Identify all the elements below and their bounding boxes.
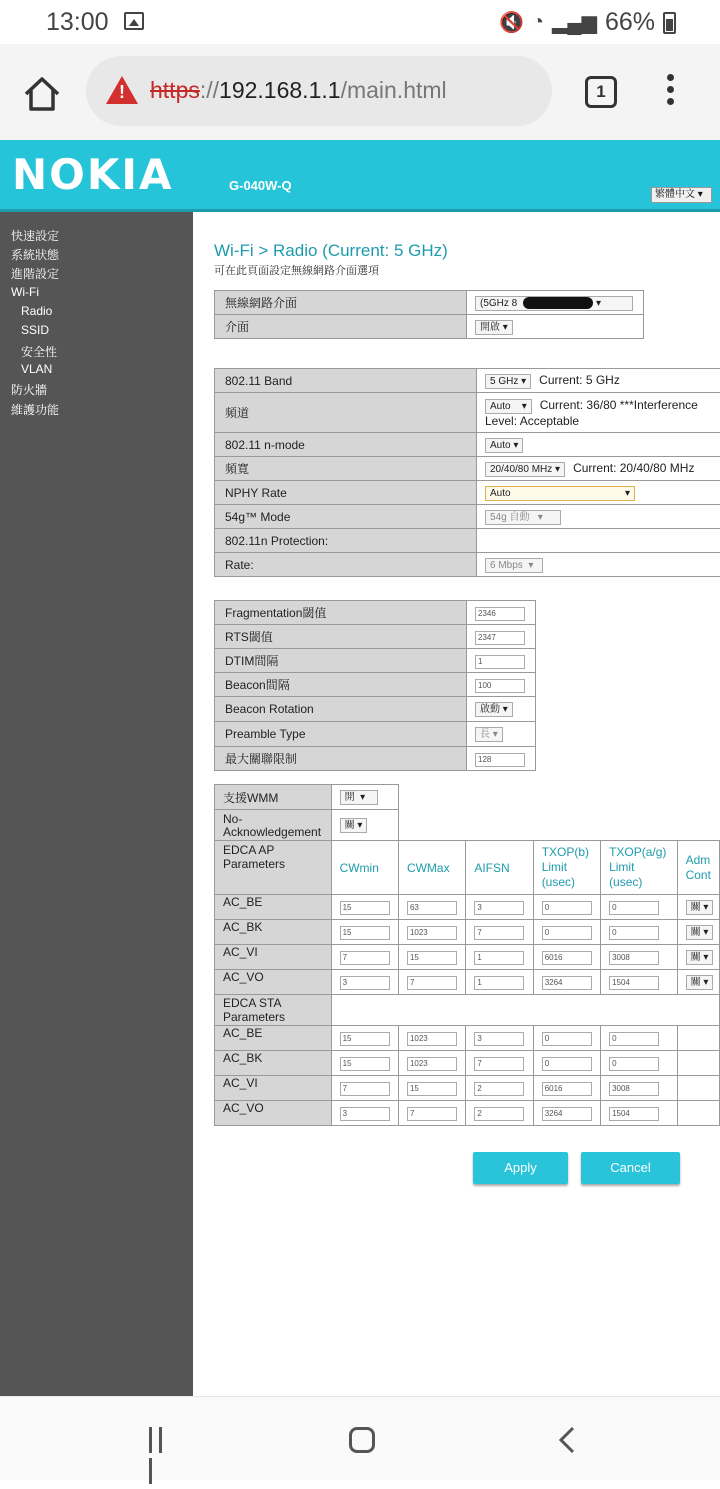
txopb-input[interactable]: 3264 xyxy=(542,1107,592,1121)
sidebar-item-radio[interactable]: Radio xyxy=(21,304,52,318)
ac-label: AC_VI xyxy=(215,1076,332,1101)
cwmin-input[interactable]: 15 xyxy=(340,926,390,940)
cwmax-input[interactable]: 7 xyxy=(407,976,457,990)
txopag-input[interactable]: 0 xyxy=(609,901,659,915)
table-row xyxy=(215,747,536,771)
max-assoc-label: 最大關聯限制 xyxy=(215,747,467,771)
table-row xyxy=(215,601,536,625)
nmode-value-cell xyxy=(477,433,720,457)
nmode-select[interactable]: Auto ▾ xyxy=(485,438,523,453)
table-row xyxy=(215,1051,720,1076)
txopb-input[interactable]: 6016 xyxy=(542,951,592,965)
cwmin-input[interactable]: 15 xyxy=(340,1057,390,1071)
bandwidth-current: Current: 20/40/80 MHz xyxy=(573,461,694,475)
dtim-cell xyxy=(467,649,536,673)
aifsn-input[interactable]: 2 xyxy=(474,1082,524,1096)
table-row xyxy=(215,945,720,970)
tab-switcher-button[interactable]: 1 xyxy=(585,76,617,108)
url-separator: :// xyxy=(200,77,219,103)
aifsn-input[interactable]: 2 xyxy=(474,1107,524,1121)
advanced-params-table xyxy=(214,600,536,771)
address-bar[interactable] xyxy=(86,56,552,126)
table-row xyxy=(215,673,536,697)
cwmax-input[interactable]: 15 xyxy=(407,1082,457,1096)
channel-select[interactable]: Auto ▾ xyxy=(485,399,532,414)
cwmax-input[interactable]: 1023 xyxy=(407,926,457,940)
table-row xyxy=(215,529,720,553)
table-row xyxy=(215,291,644,315)
table-row xyxy=(215,697,536,722)
wmm-support-select[interactable]: 開 ▾ xyxy=(340,790,378,805)
interface-select-value: (5GHz 8 xyxy=(480,298,517,309)
edca-sta-label: EDCA STA Parameters xyxy=(215,995,332,1026)
wmm-support-cell xyxy=(331,785,398,810)
ac-label: AC_BK xyxy=(215,1051,332,1076)
nmode-select-value: Auto xyxy=(490,440,511,451)
back-icon[interactable] xyxy=(558,1425,576,1455)
frag-label: Fragmentation閾值 xyxy=(215,601,467,625)
band-value-cell xyxy=(477,369,720,393)
nmode-label: 802.11 n-mode xyxy=(215,433,477,457)
table-row xyxy=(215,722,536,747)
max-assoc-input[interactable]: 128 xyxy=(475,753,525,767)
table-row xyxy=(215,369,720,393)
interface-value-cell xyxy=(467,291,644,315)
txopb-input[interactable]: 3264 xyxy=(542,976,592,990)
aifsn-input[interactable]: 1 xyxy=(474,951,524,965)
admission-select[interactable]: 關 ▾ xyxy=(686,975,714,990)
page-title: Wi-Fi > Radio (Current: 5 GHz) xyxy=(214,241,448,261)
status-bar xyxy=(0,0,720,44)
android-nav-bar xyxy=(0,1396,720,1480)
nphy-rate-label: NPHY Rate xyxy=(215,481,477,505)
status-time: 13:00 xyxy=(46,8,109,37)
cwmin-input[interactable]: 15 xyxy=(340,1032,390,1046)
preamble-select[interactable]: 長 ▾ xyxy=(475,727,503,742)
band-current: Current: 5 GHz xyxy=(539,373,620,387)
noack-cell xyxy=(331,810,398,841)
router-header xyxy=(0,140,720,212)
cwmin-input[interactable]: 7 xyxy=(340,951,390,965)
txopag-input[interactable]: 1504 xyxy=(609,976,659,990)
frag-cell xyxy=(467,601,536,625)
54g-mode-select[interactable]: 54g 自動 ▾ xyxy=(485,510,561,525)
aifsn-input[interactable]: 7 xyxy=(474,1057,524,1071)
cwmin-input[interactable]: 7 xyxy=(340,1082,390,1096)
nphy-rate-select[interactable] xyxy=(485,486,635,501)
gallery-notification-icon xyxy=(124,12,144,30)
warning-icon[interactable] xyxy=(106,76,138,104)
page-subtitle: 可在此頁面設定無線網路介面選項 xyxy=(214,262,379,278)
url-path: /main.html xyxy=(341,77,447,103)
redaction-scribble xyxy=(523,297,593,309)
table-row xyxy=(215,841,720,895)
channel-current: Current: 36/80 ***Interference xyxy=(540,398,698,412)
wmm-support-value: 開 xyxy=(345,792,355,803)
cwmax-header: CWMax xyxy=(398,841,465,895)
sidebar-item-wifi[interactable]: Wi-Fi xyxy=(11,285,39,299)
preamble-value: 長 xyxy=(480,729,490,740)
txopag-header: TXOP(a/g) Limit (usec) xyxy=(601,841,678,895)
bandwidth-label: 頻寬 xyxy=(215,457,477,481)
preamble-label: Preamble Type xyxy=(215,722,467,747)
band-label: 802.11 Band xyxy=(215,369,477,393)
table-row xyxy=(215,895,720,920)
recents-icon[interactable] xyxy=(149,1427,175,1453)
enable-select[interactable]: 開啟 ▾ xyxy=(475,320,513,335)
noack-value: 關 xyxy=(345,820,355,831)
rts-cell xyxy=(467,625,536,649)
url-text[interactable] xyxy=(150,77,447,104)
beacon-rotation-cell xyxy=(467,697,536,722)
beacon-interval-label: Beacon間隔 xyxy=(215,673,467,697)
table-row xyxy=(215,810,720,841)
beacon-rotation-value: 啟動 xyxy=(480,704,500,715)
table-row xyxy=(215,553,720,577)
ac-label: AC_BK xyxy=(215,920,332,945)
txopag-input[interactable]: 0 xyxy=(609,926,659,940)
home-nav-icon[interactable] xyxy=(349,1427,375,1453)
sidebar-item-quick-setup[interactable]: 快速設定 xyxy=(11,227,59,244)
preamble-cell xyxy=(467,722,536,747)
edca-ap-label: EDCA AP Parameters xyxy=(215,841,332,895)
channel-select-value: Auto xyxy=(490,401,511,412)
home-icon[interactable] xyxy=(22,74,62,114)
dtim-input[interactable]: 1 xyxy=(475,655,525,669)
txopag-input[interactable]: 0 xyxy=(609,1032,659,1046)
aifsn-input[interactable]: 1 xyxy=(474,976,524,990)
sidebar-item-maintenance[interactable]: 維護功能 xyxy=(11,401,59,418)
mute-icon: 🔇 xyxy=(499,10,524,35)
interface-select[interactable]: (5GHz 8 ▾ xyxy=(475,296,633,311)
ac-label: AC_BE xyxy=(215,895,332,920)
noack-label: No- Acknowledgement xyxy=(215,810,332,841)
battery-icon xyxy=(663,12,676,34)
cwmin-input[interactable]: 3 xyxy=(340,1107,390,1121)
sidebar xyxy=(0,212,193,1396)
wmm-support-label: 支援WMM xyxy=(215,785,332,810)
channel-label: 頻道 xyxy=(215,393,477,433)
edca-ap-rows xyxy=(215,895,720,995)
wmm-edca-table xyxy=(214,784,720,1126)
battery-percent: 66% xyxy=(605,8,655,37)
table-row xyxy=(215,785,720,810)
enable-select-value: 開啟 xyxy=(480,322,500,333)
aifsn-header: AIFSN xyxy=(466,841,533,895)
txopb-input[interactable]: 0 xyxy=(542,926,592,940)
rts-label: RTS閾值 xyxy=(215,625,467,649)
frag-input[interactable]: 2346 xyxy=(475,607,525,621)
table-row xyxy=(215,1076,720,1101)
wifi-icon: ◔ xyxy=(532,11,544,34)
table-row xyxy=(215,433,720,457)
dtim-label: DTIM間隔 xyxy=(215,649,467,673)
cancel-button[interactable]: Cancel xyxy=(581,1152,680,1184)
nphy-rate-value-cell xyxy=(477,481,720,505)
54g-mode-value-cell xyxy=(477,505,720,529)
channel-value-cell xyxy=(477,393,720,433)
cwmin-input[interactable]: 3 xyxy=(340,976,390,990)
overflow-menu-icon[interactable] xyxy=(664,74,676,110)
admission-select[interactable]: 關 ▾ xyxy=(686,925,714,940)
beacon-rotation-label: Beacon Rotation xyxy=(215,697,467,722)
table-row xyxy=(215,393,720,433)
nphy-rate-select-value: Auto xyxy=(490,488,511,499)
bandwidth-select-value: 20/40/80 MHz xyxy=(490,464,552,475)
bandwidth-value-cell xyxy=(477,457,720,481)
noack-select[interactable]: 關 ▾ xyxy=(340,818,368,833)
enable-label: 介面 xyxy=(215,315,467,339)
beacon-interval-input[interactable]: 100 xyxy=(475,679,525,693)
table-row xyxy=(215,649,536,673)
txopb-header: TXOP(b) Limit (usec) xyxy=(533,841,600,895)
ac-label: AC_BE xyxy=(215,1026,332,1051)
sidebar-item-status[interactable]: 系統狀態 xyxy=(11,246,59,263)
rate-select-value: 6 Mbps xyxy=(490,560,523,571)
ac-label: AC_VI xyxy=(215,945,332,970)
table-row xyxy=(215,1101,720,1126)
apply-button[interactable]: Apply xyxy=(473,1152,568,1184)
table-row xyxy=(215,995,720,1026)
table-row xyxy=(215,970,720,995)
band-select[interactable]: 5 GHz ▾ xyxy=(485,374,531,389)
ac-label: AC_VO xyxy=(215,1101,332,1126)
nokia-logo: NOKIA xyxy=(12,150,174,199)
cwmax-input[interactable]: 7 xyxy=(407,1107,457,1121)
table-row xyxy=(215,920,720,945)
txopag-input[interactable]: 3008 xyxy=(609,1082,659,1096)
browser-toolbar xyxy=(0,44,720,140)
txopag-input[interactable]: 3008 xyxy=(609,951,659,965)
rate-value-cell xyxy=(477,553,720,577)
aifsn-input[interactable]: 7 xyxy=(474,926,524,940)
aifsn-input[interactable]: 3 xyxy=(474,1032,524,1046)
54g-mode-select-value: 54g 自動 xyxy=(490,512,529,523)
interface-table xyxy=(214,290,644,339)
txopb-input[interactable]: 0 xyxy=(542,901,592,915)
max-assoc-cell xyxy=(467,747,536,771)
url-host: 192.168.1.1 xyxy=(219,77,341,103)
table-row xyxy=(215,315,644,339)
cwmax-input[interactable]: 63 xyxy=(407,901,457,915)
txopag-input[interactable]: 0 xyxy=(609,1057,659,1071)
bandwidth-select[interactable]: 20/40/80 MHz ▾ xyxy=(485,462,565,477)
cwmax-input[interactable]: 1023 xyxy=(407,1057,457,1071)
txopb-input[interactable]: 0 xyxy=(542,1032,592,1046)
sidebar-item-security[interactable]: 安全性 xyxy=(21,343,57,360)
sidebar-item-vlan[interactable]: VLAN xyxy=(21,362,52,376)
protection-label: 802.11n Protection: xyxy=(215,529,477,553)
admission-select[interactable]: 關 ▾ xyxy=(686,900,714,915)
rate-select[interactable]: 6 Mbps ▾ xyxy=(485,558,543,573)
main-content xyxy=(193,212,720,1396)
cwmin-header: CWmin xyxy=(331,841,398,895)
band-select-value: 5 GHz xyxy=(490,376,518,387)
cwmin-input[interactable]: 15 xyxy=(340,901,390,915)
channel-interference: Level: Acceptable xyxy=(485,414,579,428)
table-row xyxy=(215,505,720,529)
model-name: G-040W-Q xyxy=(229,178,292,193)
language-select[interactable]: 繁體中文 ▾ xyxy=(651,187,712,203)
chevron-down-icon: ▾ xyxy=(625,487,630,500)
status-right xyxy=(499,8,676,37)
cwmax-input[interactable]: 1023 xyxy=(407,1032,457,1046)
edca-sta-rows xyxy=(215,1026,720,1126)
rate-label: Rate: xyxy=(215,553,477,577)
table-row xyxy=(215,625,536,649)
rts-input[interactable]: 2347 xyxy=(475,631,525,645)
radio-settings-table xyxy=(214,368,720,577)
sidebar-item-firewall[interactable]: 防火牆 xyxy=(11,381,47,398)
ac-label: AC_VO xyxy=(215,970,332,995)
table-row xyxy=(215,457,720,481)
txopb-input[interactable]: 6016 xyxy=(542,1082,592,1096)
beacon-rotation-select[interactable]: 啟動 ▾ xyxy=(475,702,513,717)
interface-label: 無線網路介面 xyxy=(215,291,467,315)
txopag-input[interactable]: 1504 xyxy=(609,1107,659,1121)
aifsn-input[interactable]: 3 xyxy=(474,901,524,915)
sidebar-item-advanced[interactable]: 進階設定 xyxy=(11,265,59,282)
table-row xyxy=(215,1026,720,1051)
txopb-input[interactable]: 0 xyxy=(542,1057,592,1071)
54g-mode-label: 54g™ Mode xyxy=(215,505,477,529)
table-row xyxy=(215,481,720,505)
admission-select[interactable]: 關 ▾ xyxy=(686,950,714,965)
url-protocol: https xyxy=(150,77,200,103)
beacon-interval-cell xyxy=(467,673,536,697)
admission-header: Adm Cont xyxy=(677,841,719,895)
cwmax-input[interactable]: 15 xyxy=(407,951,457,965)
sidebar-item-ssid[interactable]: SSID xyxy=(21,323,49,337)
protection-value-cell xyxy=(477,529,720,553)
enable-value-cell xyxy=(467,315,644,339)
signal-icon: ▂▄▆ xyxy=(552,10,597,35)
